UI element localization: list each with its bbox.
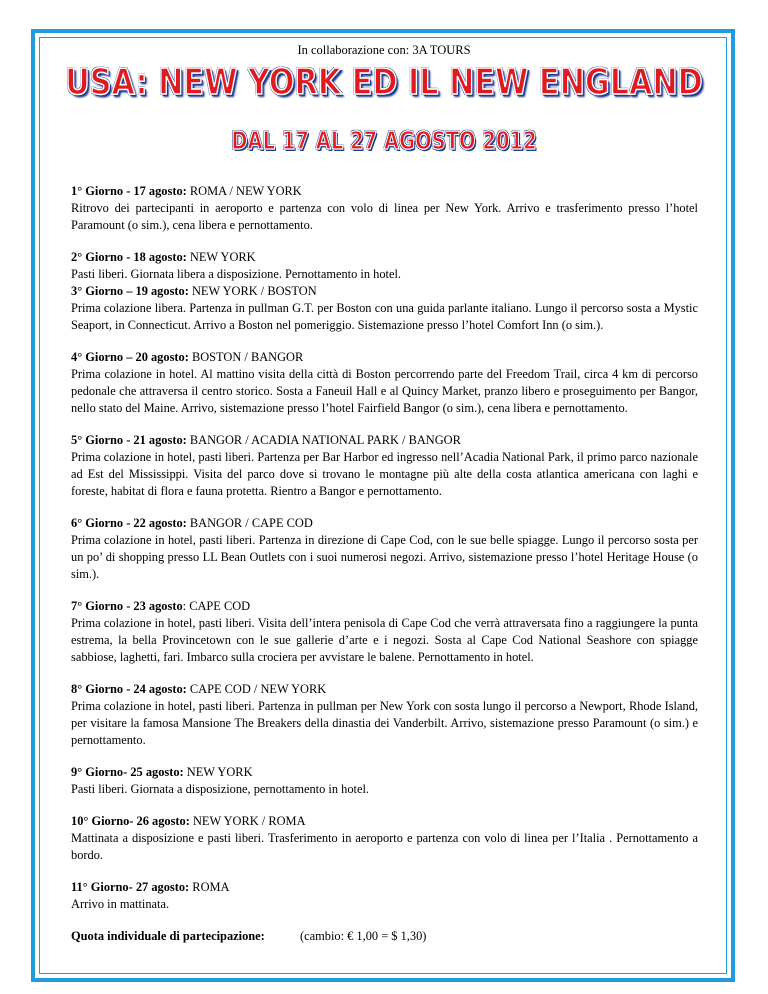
day-route: : CAPE COD: [182, 599, 251, 613]
day-5: [71, 432, 698, 500]
day-10: [71, 813, 698, 864]
day-text: Arrivo in mattinata.: [71, 897, 170, 911]
day-route: NEW YORK: [186, 250, 256, 264]
day-6: [71, 515, 698, 583]
day-4: [71, 349, 698, 417]
day-text: Pasti liberi. Giornata a disposizione, pernottamento in hotel.: [71, 782, 369, 796]
day-text: Prima colazione in hotel, pasti liberi. Visita dell’intera penisola di Cape Cod che verrà attraversata fino a raggiungere la punta estrema, la bella Provincetown con le sue gallerie d’arte e i negozi. Sosta al Cape Cod National Seashore con spiagge sabbiose, laghetti, fari. Imbarco sulla crociera per avvistare le balene. Pernottamento in hotel.: [71, 616, 698, 664]
day-label: 8° Giorno - 24 agosto:: [71, 682, 187, 696]
day-route: ROMA / NEW YORK: [186, 184, 302, 198]
day-8: [71, 681, 698, 749]
day-label: 5° Giorno - 21 agosto:: [71, 433, 187, 447]
price-line: [71, 928, 698, 945]
day-9: [71, 764, 698, 798]
day-route: BANGOR / CAPE COD: [186, 516, 313, 530]
page-title: USA: NEW YORK ED IL NEW ENGLAND: [65, 62, 703, 103]
day-label: 7° Giorno - 23 agosto: [71, 599, 183, 613]
day-label: 9° Giorno- 25 agosto:: [71, 765, 184, 779]
day-label: 3° Giorno – 19 agosto:: [71, 284, 189, 298]
day-route: ROMA: [189, 880, 230, 894]
day-text: Pasti liberi. Giornata libera a disposizione. Pernottamento in hotel.: [71, 267, 401, 281]
day-route: BOSTON / BANGOR: [188, 350, 304, 364]
day-route: NEW YORK / ROMA: [189, 814, 306, 828]
day-label: 6° Giorno - 22 agosto:: [71, 516, 187, 530]
day-text: Ritrovo dei partecipanti in aeroporto e partenza con volo di linea per New York. Arrivo e trasferimento presso l’hotel Paramount (o sim.), cena libera e pernottamento.: [71, 201, 698, 232]
day-label: 4° Giorno – 20 agosto:: [71, 350, 189, 364]
day-route: CAPE COD / NEW YORK: [186, 682, 327, 696]
exchange-rate: (cambio: € 1,00 = $ 1,30): [300, 929, 427, 943]
day-label: 11° Giorno- 27 agosto:: [71, 880, 190, 894]
collaboration-line: In collaborazione con: 3A TOURS: [297, 43, 471, 57]
day-route: NEW YORK / BOSTON: [188, 284, 317, 298]
day-text: Prima colazione in hotel, pasti liberi. Partenza in direzione di Cape Cod, con le sue belle spiagge. Lungo il percorso sosta per un po’ di shopping presso LL Bean Outlets con i suoi numerosi negozi. Arrivo, sistemazione presso l’hotel Heritage House (o sim.).: [71, 533, 698, 581]
day-route: NEW YORK: [183, 765, 253, 779]
day-text: Prima colazione in hotel, pasti liberi. Partenza in pullman per New York con sosta lungo il percorso a Newport, Rhode Island, per visitare la famosa Mansione The Breakers della dinastia dei Vanderbilt. Arrivo, sistemazione presso Paramount (o sim.) e pernottamento.: [71, 699, 698, 747]
day-label: 2° Giorno - 18 agosto:: [71, 250, 187, 264]
day-1: [71, 183, 698, 234]
day-7: [71, 598, 698, 666]
day-text: Mattinata a disposizione e pasti liberi. Trasferimento in aeroporto e partenza con volo di linea per l’Italia . Pernottamento a bordo.: [71, 831, 698, 862]
day-route: BANGOR / ACADIA NATIONAL PARK / BANGOR: [186, 433, 461, 447]
day-2: [71, 249, 698, 283]
day-text: Prima colazione libera. Partenza in pullman G.T. per Boston con una guida parlante italiano. Lungo il percorso sosta a Mystic Seaport, in Connecticut. Arrivo a Boston nel pomeriggio. Sistemazione presso l’hotel Comfort Inn (o sim.).: [71, 301, 698, 332]
day-text: Prima colazione in hotel. Al mattino visita della città di Boston percorrendo parte del Freedom Trail, circa 4 km di percorso pedonale che attraversa il centro storico. Sosta a Faneuil Hall e al Quincy Market, pranzo libero e proseguimento per Bangor, nello stato del Maine. Arrivo, sistemazione presso l’hotel Fairfield Bangor (o sim.), cena libera e pernottamento.: [71, 367, 698, 415]
day-label: 1° Giorno - 17 agosto:: [71, 184, 187, 198]
itinerary: [71, 183, 698, 945]
day-3: [71, 283, 698, 334]
quota-label: Quota individuale di partecipazione:: [71, 929, 265, 943]
trip-dates: DAL 17 AL 27 AGOSTO 2012: [231, 126, 537, 155]
day-label: 10° Giorno- 26 agosto:: [71, 814, 190, 828]
day-text: Prima colazione in hotel, pasti liberi. Partenza per Bar Harbor ed ingresso nell’Acadia National Park, il primo parco nazionale ad Est del Mississippi. Visita del parco dove si trovano le montagne più alte della costa atlantica americana con laghi e foreste, habitat di flora e fauna protetta. Rientro a Bangor e pernottamento.: [71, 450, 698, 498]
day-11: [71, 879, 698, 913]
